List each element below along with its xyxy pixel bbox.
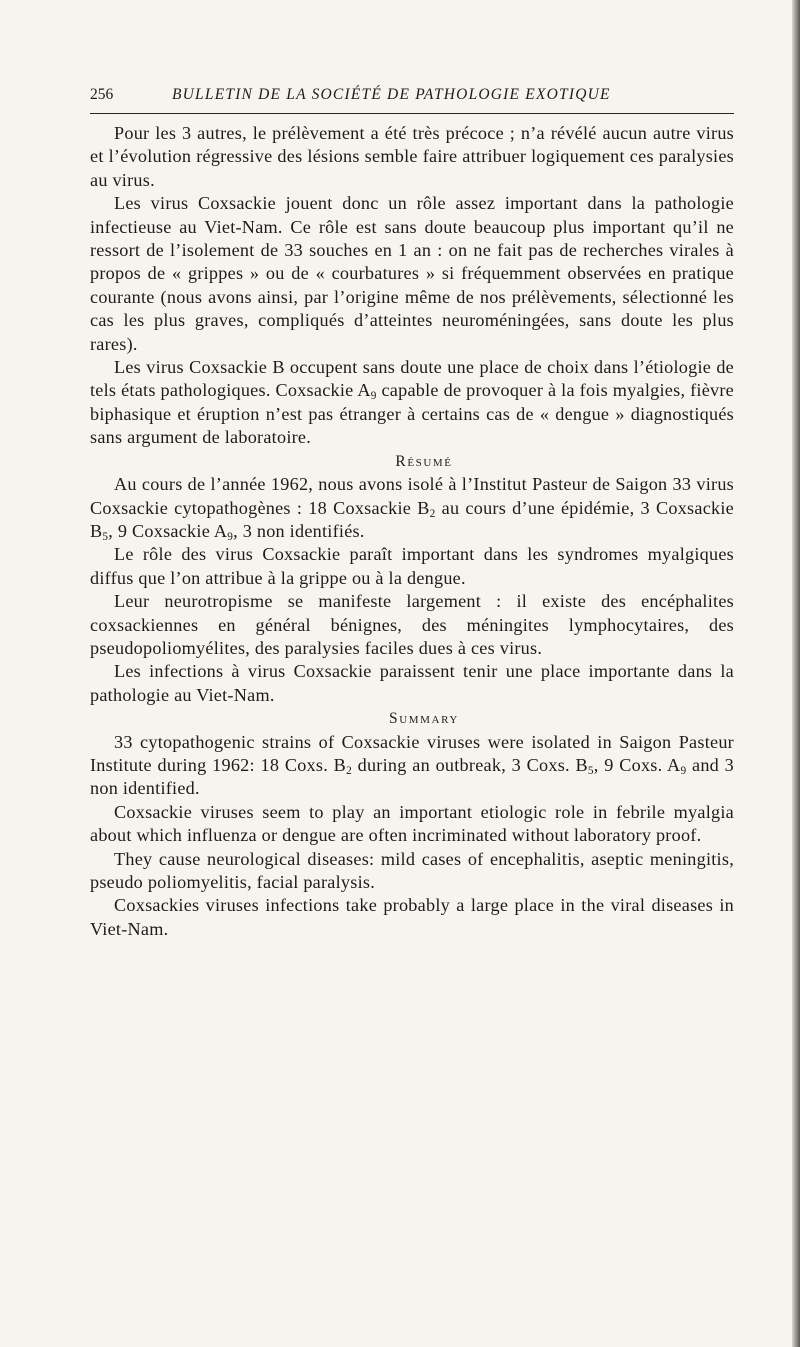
summary-paragraph-2: Coxsackie viruses seem to play an important etiologic role in febrile myalgia about which influenza or dengue are often incriminated without laboratory proof. — [90, 801, 734, 846]
page-number: 256 — [90, 86, 114, 103]
resume-paragraph-4: Les infections à virus Coxsackie paraissent tenir une place importante dans la pathologie au Viet-Nam. — [90, 661, 734, 705]
paragraph-2: Les virus Coxsackie jouent donc un rôle assez important dans la pathologie infectieuse au Viet-Nam. Ce rôle est sans doute beaucoup plus important qu’il ne ressort de l’isolement de 33 souches en 1 an : on ne fait pas de recherches virales à propos de « grippes » ou de « courbatures » si fréquemment observées en pratique courante (nous avons ainsi, par l’origine même de nos prélèvements, sélectionné les cas les plus graves, compliqués d’atteintes neuroméningées, sans doute les plus rares). — [90, 193, 734, 354]
summary-paragraph-1: 33 cytopathogenic strains of Coxsackie viruses were isolated in Saigon Pasteur Institute during 1962: 18 Coxs. $B_2$ during an outbreak, 3 Coxs. $B_5$, 9 Coxs. $A_9$ and 3 non identified. — [90, 731, 735, 799]
resume-paragraph-1: Au cours de l’année 1962, nous avons isolé à l’Institut Pasteur de Saigon 33 virus Coxsackie cytopathogènes : 18 Coxsackie $B_2$ au cours d’une épidémie, 3 Coxsackie $B_5$, 9 Coxsackie $A_9$, 3 non identifiés. — [90, 474, 735, 543]
resume-paragraph-2: Le rôle des virus Coxsackie paraît important dans les syndromes myalgiques diffus que l’on attribue à la grippe ou à la dengue. — [90, 544, 734, 588]
paragraph-1: Pour les 3 autres, le prélèvement a été très précoce ; n’a révélé aucun autre virus et l’évolution régressive des lésions semble faire attribuer logiquement ces paralysies au virus. — [90, 123, 734, 190]
journal-title: BULLETIN DE LA SOCIÉTÉ DE PATHOLOGIE EXOTIQUE — [172, 86, 611, 103]
summary-heading: Summary — [389, 710, 459, 728]
summary-paragraph-4: Coxsackies viruses infections take probably a large place in the viral diseases in Viet-Nam. — [90, 895, 734, 939]
resume-paragraph-3: Leur neurotropisme se manifeste largement : il existe des encéphalites coxsackiennes en général bénignes, des méningites lymphocytaires, des pseudopoliomyélites, des paralysies faciles dues à ces virus. — [90, 591, 734, 658]
resume-heading: Résumé — [395, 452, 453, 470]
page-edge-shadow — [792, 0, 800, 1347]
running-header — [90, 86, 734, 108]
summary-paragraph-3: They cause neurological diseases: mild cases of encephalitis, aseptic meningitis, pseudo poliomyelitis, facial paralysis. — [90, 848, 734, 892]
header-rule — [90, 113, 734, 114]
paragraph-3: Les virus Coxsackie B occupent sans doute une place de choix dans l’étiologie de tels états pathologiques. Coxsackie $A_9$ capable de provoquer à la fois myalgies, fièvre biphasique et éruption n’est pas étranger à certains cas de « dengue » diagnostiqués sans argument de laboratoire. — [90, 357, 734, 448]
article-body — [90, 122, 734, 941]
